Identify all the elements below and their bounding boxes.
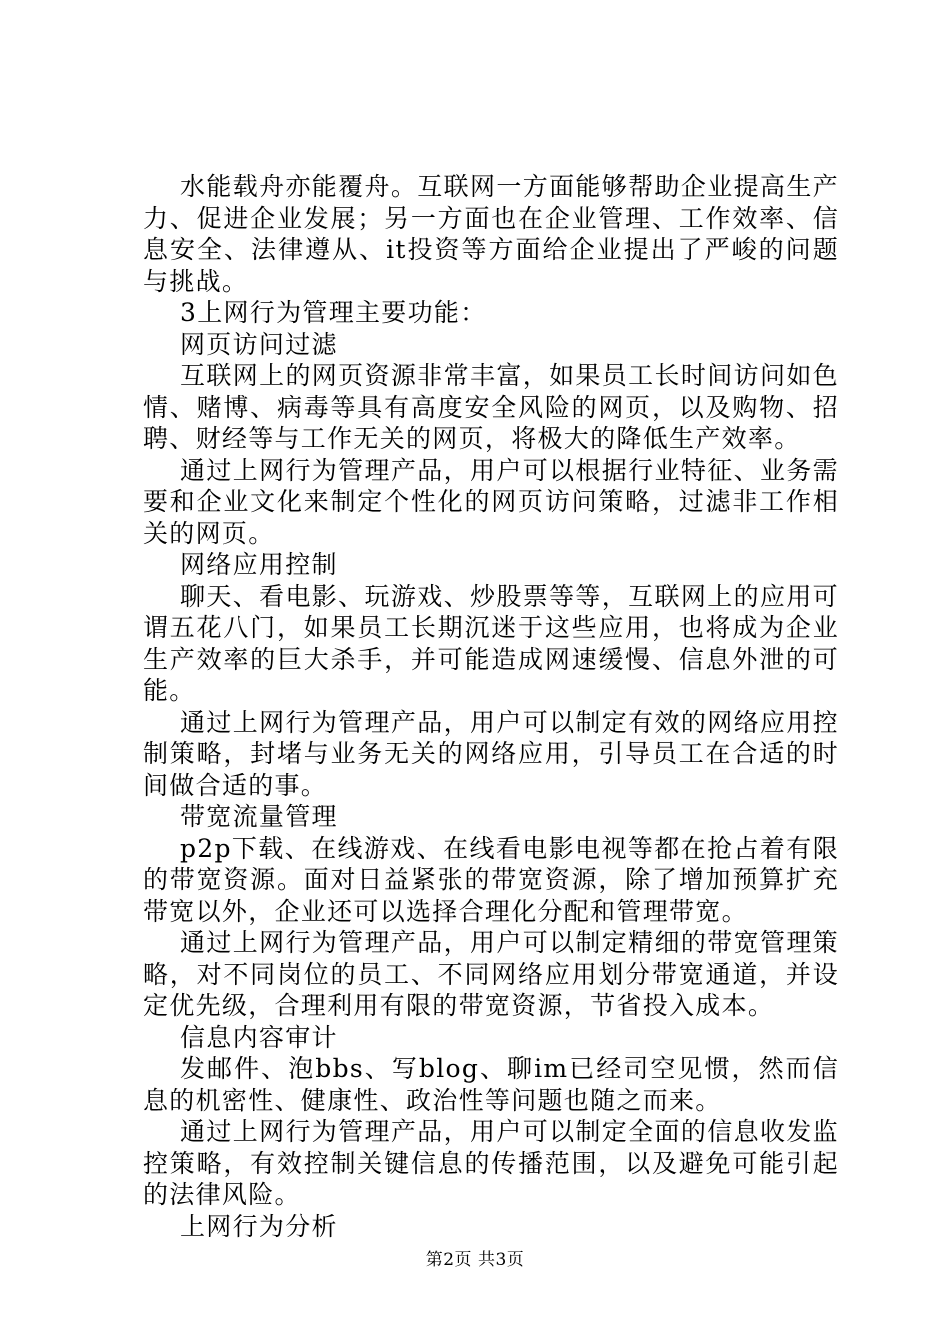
paragraph: 水能载舟亦能覆舟。互联网一方面能够帮助企业提高生产力、促进企业发展；另一方面也在企业管理、工作效率、信息安全、法律遵从、it投资等方面给企业提出了严峻的问题与挑战。 [143,172,839,296]
document-body [143,171,839,1242]
paragraph: p2p下载、在线游戏、在线看电影电视等都在抢占着有限的带宽资源。面对日益紧张的带宽资源，除了增加预算扩充带宽以外，企业还可以选择合理化分配和管理带宽。 [143,833,839,926]
paragraph: 通过上网行为管理产品，用户可以制定精细的带宽管理策略，对不同岗位的员工、不同网络应用划分带宽通道，并设定优先级，合理利用有限的带宽资源，节省投入成本。 [143,928,839,1020]
section-heading: 网络应用控制 [180,550,338,579]
section-heading: 上网行为分析 [180,1211,338,1241]
page-footer: 第2页 共3页 [425,1250,525,1270]
paragraph: 通过上网行为管理产品，用户可以根据行业特征、业务需要和企业文化来制定个性化的网页访问策略，过滤非工作相关的网页。 [143,455,839,548]
paragraph: 通过上网行为管理产品，用户可以制定全面的信息收发监控策略，有效控制关键信息的传播范围，以及避免可能引起的法律风险。 [143,1117,839,1209]
section-heading: 信息内容审计 [180,1022,338,1052]
section-heading: 3上网行为管理主要功能： [180,298,487,327]
section-heading: 网页访问过滤 [180,329,338,359]
paragraph: 聊天、看电影、玩游戏、炒股票等等，互联网上的应用可谓五花八门，如果员工长期沉迷于这些应用，也将成为企业生产效率的巨大杀手，并可能造成网速缓慢、信息外泄的可能。 [143,581,839,705]
paragraph: 通过上网行为管理产品，用户可以制定有效的网络应用控制策略，封堵与业务无关的网络应用，引导员工在合适的时间做合适的事。 [143,707,839,800]
paragraph: 发邮件、泡bbs、写blog、聊im已经司空见惯，然而信息的机密性、健康性、政治性等问题也随之而来。 [143,1054,839,1115]
paragraph: 互联网上的网页资源非常丰富，如果员工长时间访问如色情、赌博、病毒等具有高度安全风险的网页，以及购物、招聘、财经等与工作无关的网页，将极大的降低生产效率。 [143,361,839,453]
section-heading: 带宽流量管理 [180,802,338,831]
